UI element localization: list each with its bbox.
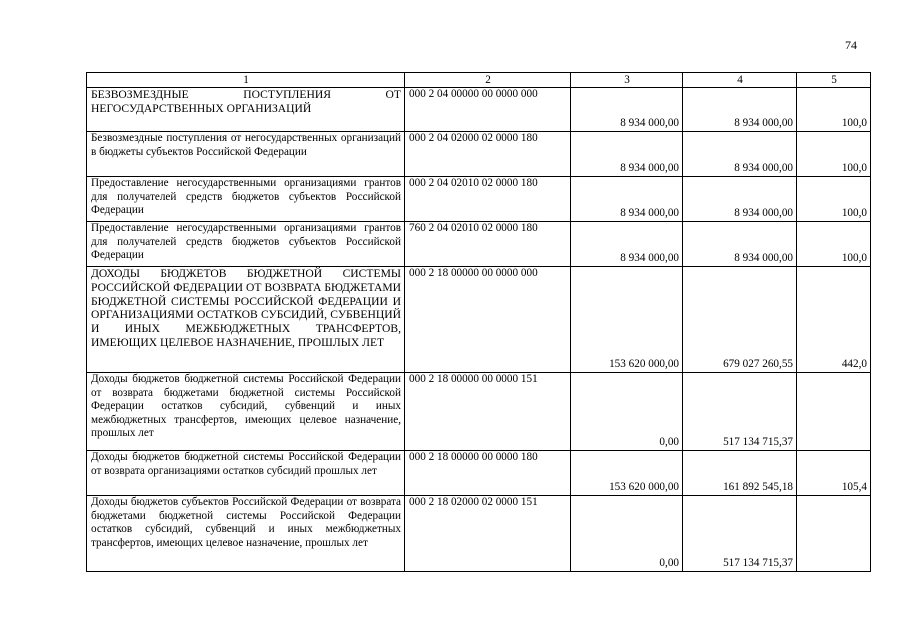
table-row	[87, 451, 871, 496]
table-row	[87, 496, 871, 572]
table-header-row	[87, 73, 871, 88]
budget-revenue-table	[86, 72, 871, 572]
row-plan-cell: 8 934 000,00	[571, 177, 683, 222]
column-header-1: 1	[87, 73, 405, 88]
row-percent-cell	[797, 373, 871, 451]
row-fact-cell: 161 892 545,18	[683, 451, 797, 496]
row-percent-cell: 442,0	[797, 267, 871, 373]
row-code-cell: 000 2 04 02010 02 0000 180	[405, 177, 571, 222]
row-percent-cell: 100,0	[797, 88, 871, 132]
row-fact-cell: 8 934 000,00	[683, 88, 797, 132]
row-plan-cell: 153 620 000,00	[571, 451, 683, 496]
table-row	[87, 267, 871, 373]
row-name-cell: Безвозмездные поступления от негосударственных организаций в бюджеты субъектов Российской Федерации	[87, 132, 405, 177]
row-percent-cell: 100,0	[797, 222, 871, 267]
row-name-cell: ДОХОДЫ БЮДЖЕТОВ БЮДЖЕТНОЙ СИСТЕМЫ РОССИЙСКОЙ ФЕДЕРАЦИИ ОТ ВОЗВРАТА БЮДЖЕТАМИ БЮДЖЕТНОЙ СИСТЕМЫ РОССИЙСКОЙ ФЕДЕРАЦИИ И ОРГАНИЗАЦИЯМИ ОСТАТКОВ СУБСИДИЙ, СУБВЕНЦИЙ И ИНЫХ МЕЖБЮДЖЕТНЫХ ТРАНСФЕРТОВ, ИМЕЮЩИХ ЦЕЛЕВОЕ НАЗНАЧЕНИЕ, ПРОШЛЫХ ЛЕТ	[87, 267, 405, 373]
row-fact-cell: 679 027 260,55	[683, 267, 797, 373]
table-row	[87, 132, 871, 177]
row-percent-cell: 105,4	[797, 451, 871, 496]
page-number: 74	[845, 38, 857, 52]
row-plan-cell: 8 934 000,00	[571, 222, 683, 267]
row-fact-cell: 8 934 000,00	[683, 132, 797, 177]
row-name-cell: Доходы бюджетов бюджетной системы Российской Федерации от возврата бюджетами бюджетной системы Российской Федерации остатков субсидий, субвенций и иных межбюджетных трансфертов, имеющих целевое назначение, прошлых лет	[87, 373, 405, 451]
row-name-cell: Предоставление негосударственными организациями грантов для получателей средств бюджетов субъектов Российской Федерации	[87, 222, 405, 267]
row-fact-cell: 517 134 715,37	[683, 496, 797, 572]
row-percent-cell: 100,0	[797, 132, 871, 177]
row-code-cell: 000 2 04 00000 00 0000 000	[405, 88, 571, 132]
row-code-cell: 760 2 04 02010 02 0000 180	[405, 222, 571, 267]
row-plan-cell: 8 934 000,00	[571, 132, 683, 177]
row-code-cell: 000 2 18 00000 00 0000 180	[405, 451, 571, 496]
row-fact-cell: 517 134 715,37	[683, 373, 797, 451]
row-name-cell: Доходы бюджетов бюджетной системы Российской Федерации от возврата организациями остатков субсидий прошлых лет	[87, 451, 405, 496]
row-plan-cell: 153 620 000,00	[571, 267, 683, 373]
column-header-4: 4	[683, 73, 797, 88]
row-code-cell: 000 2 04 02000 02 0000 180	[405, 132, 571, 177]
table-row	[87, 222, 871, 267]
row-fact-cell: 8 934 000,00	[683, 177, 797, 222]
row-name-cell: Предоставление негосударственными организациями грантов для получателей средств бюджетов субъектов Российской Федерации	[87, 177, 405, 222]
row-code-cell: 000 2 18 00000 00 0000 000	[405, 267, 571, 373]
column-header-2: 2	[405, 73, 571, 88]
column-header-3: 3	[571, 73, 683, 88]
table-row	[87, 88, 871, 132]
row-code-cell: 000 2 18 00000 00 0000 151	[405, 373, 571, 451]
row-percent-cell: 100,0	[797, 177, 871, 222]
row-code-cell: 000 2 18 02000 02 0000 151	[405, 496, 571, 572]
table-row	[87, 177, 871, 222]
row-percent-cell	[797, 496, 871, 572]
table-row	[87, 373, 871, 451]
row-name-cell: Доходы бюджетов субъектов Российской Федерации от возврата бюджетами бюджетной системы Российской Федерации остатков субсидий, субвенций и иных межбюджетных трансфертов, имеющих целевое назначение, прошлых лет	[87, 496, 405, 572]
column-header-5: 5	[797, 73, 871, 88]
row-name-cell: БЕЗВОЗМЕЗДНЫЕ ПОСТУПЛЕНИЯ ОТ НЕГОСУДАРСТВЕННЫХ ОРГАНИЗАЦИЙ	[87, 88, 405, 132]
row-fact-cell: 8 934 000,00	[683, 222, 797, 267]
row-plan-cell: 0,00	[571, 373, 683, 451]
row-plan-cell: 8 934 000,00	[571, 88, 683, 132]
row-plan-cell: 0,00	[571, 496, 683, 572]
